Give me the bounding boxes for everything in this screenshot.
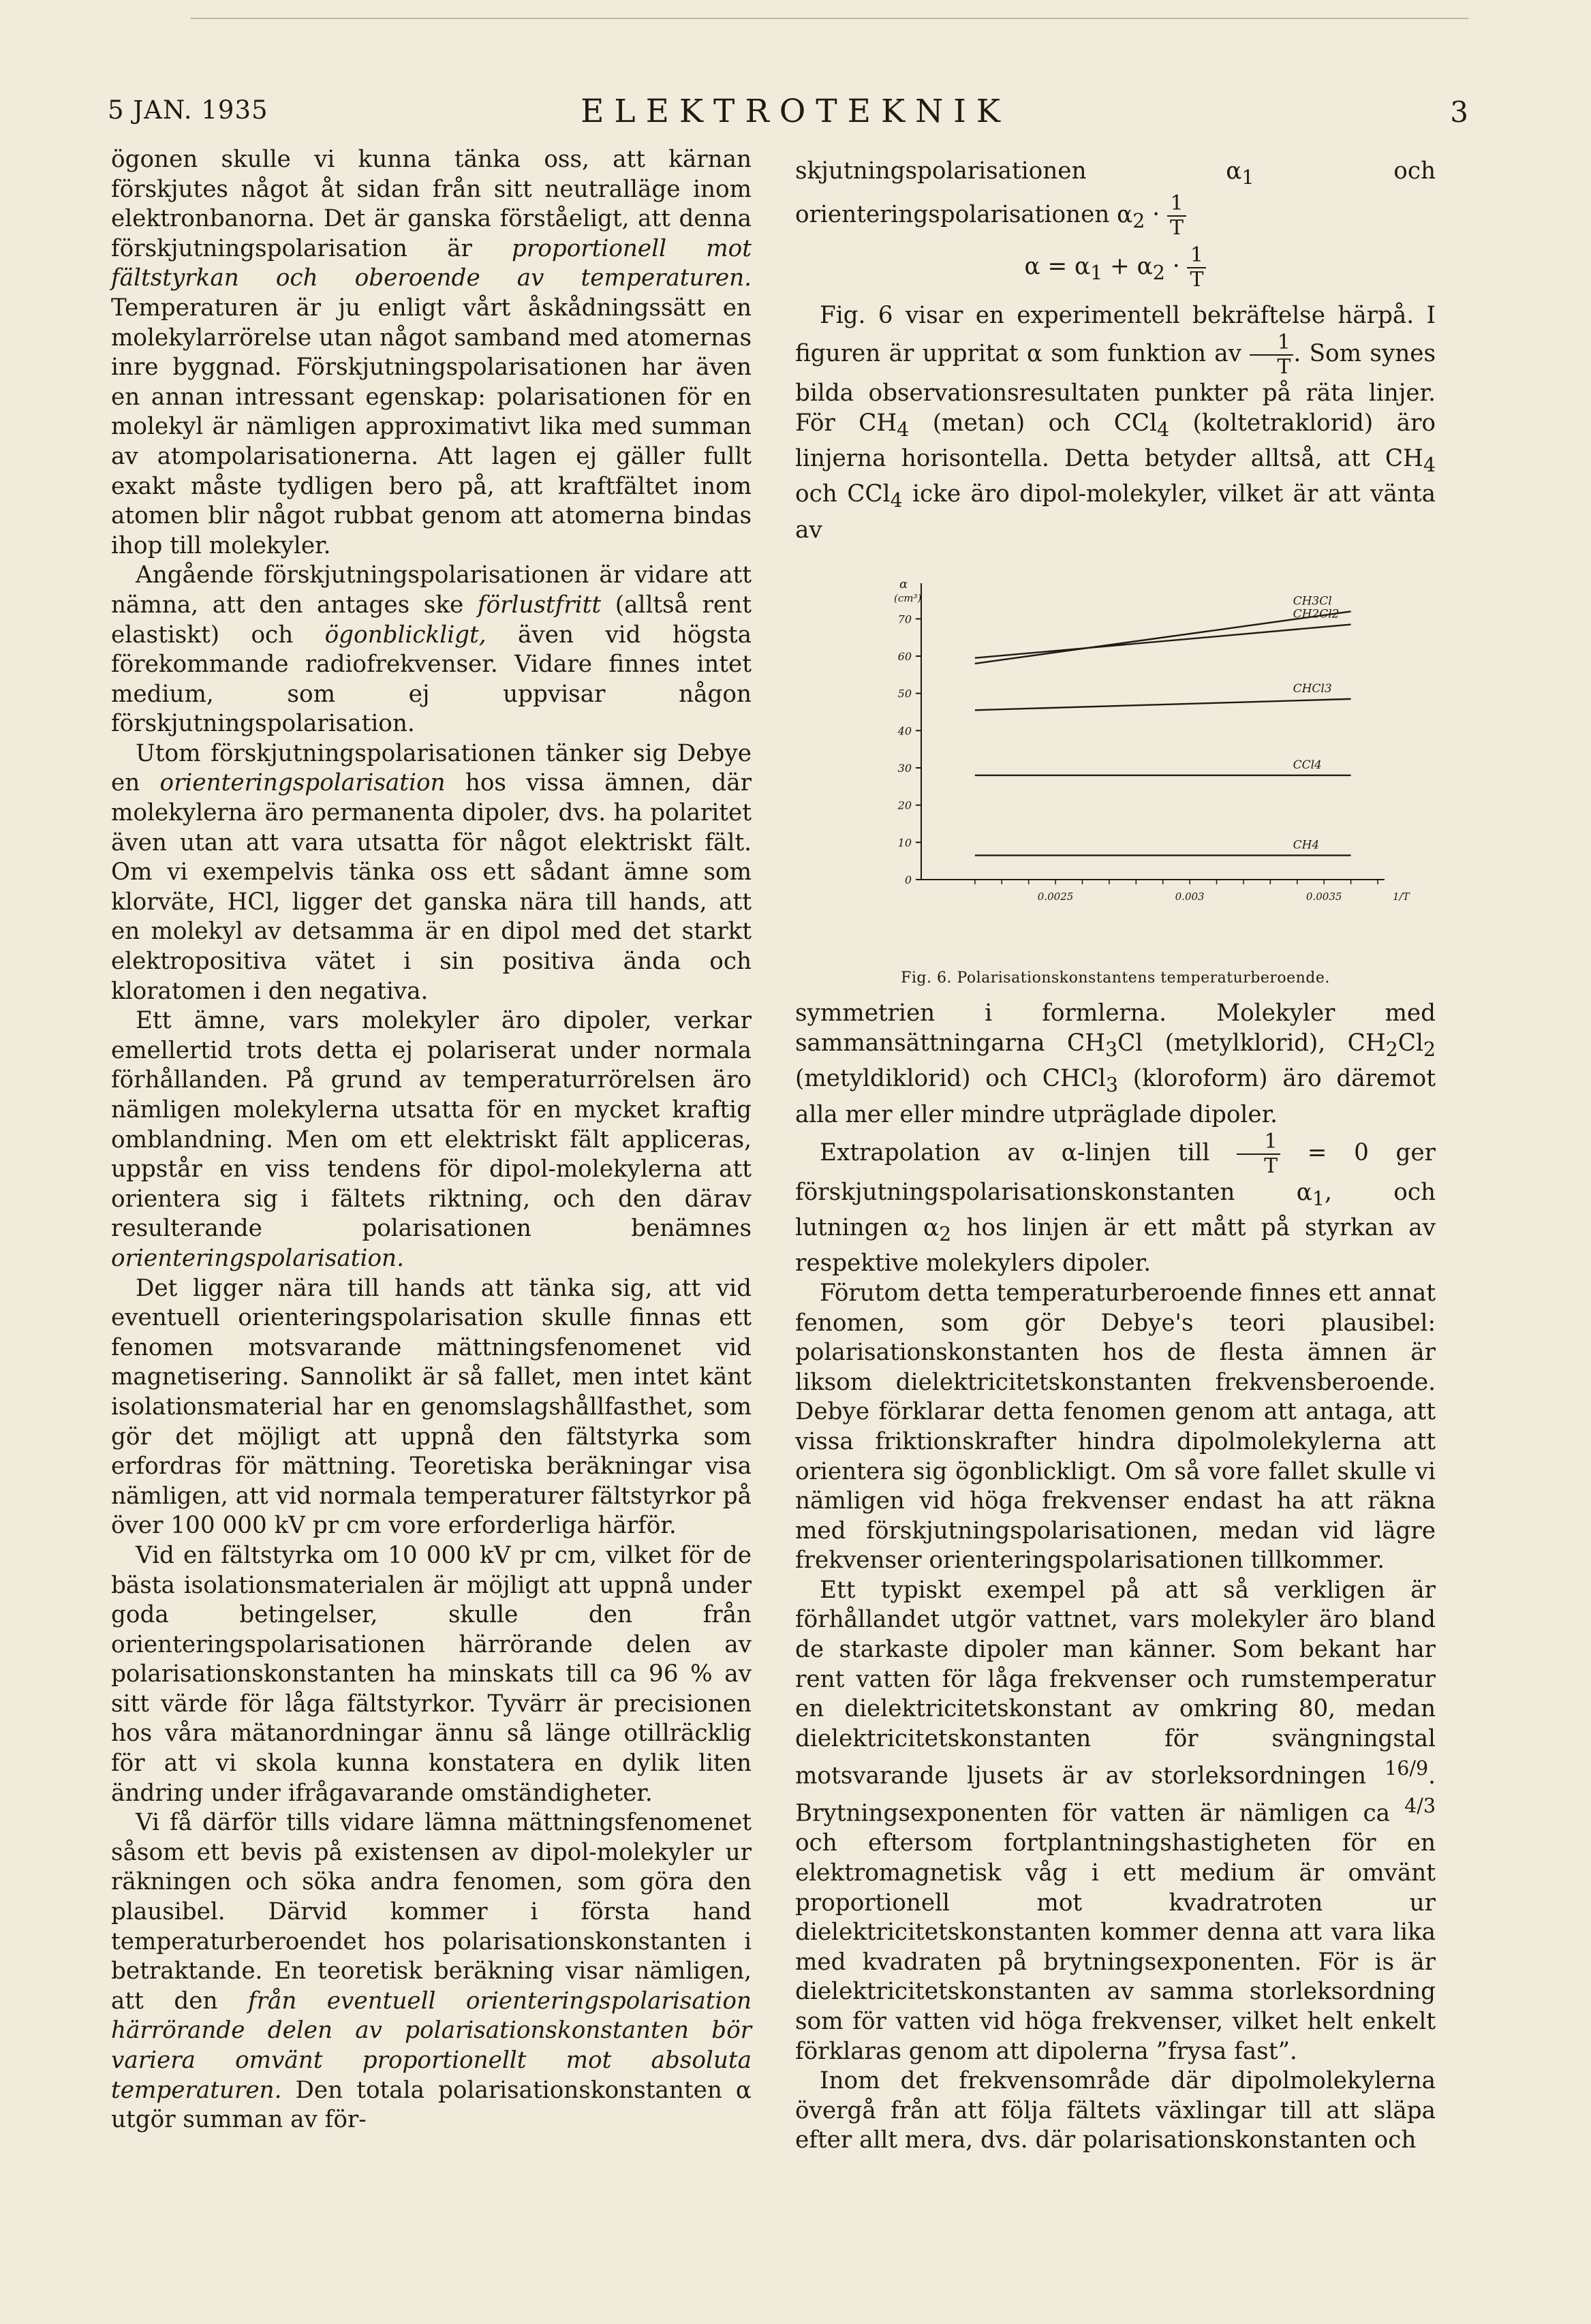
y-tick-label: 60 — [897, 650, 912, 664]
paragraph: Ett typiskt exempel på att så verkligen är förhållandet utgör vattnet, vars molekyler äro bland de starkaste dipoler man känner. Som bekant har rent vatten för låga frekvenser och rumstemperatur en dielektricitetskonstant av omkring 80, medan dielektricitetskonstanten för svängningstal motsvarande ljusets är av storleksordningen $^{16/9}$. Brytningsexponenten för vatten är nämligen ca $^{4/3}$ och eftersom fortplantningshastigheten för en elektromagnetisk våg i ett medium är omvänt proportionell mot kvadratroten ur dielektricitetskonstanten kommer denna att vara lika med kvadraten på brytningsexponenten. För is är dielektricitetskonstanten av samma storleksordning som för vatten vid höga frekvenser, vilket helt enkelt förklaras genom att dipolerna ”frysa fast”. — [795, 1576, 1436, 2065]
issue-date: 5 JAN. 1935 — [108, 95, 268, 125]
series-line-ch2cl2 — [975, 625, 1351, 658]
right-column — [795, 157, 1436, 2156]
figure-caption: Fig. 6. Polarisationskonstantens temperaturberoende. — [901, 970, 1330, 987]
y-tick-label: 70 — [897, 613, 912, 626]
paragraph: Det ligger nära till hands att tänka sig, att vid eventuell orienteringspolarisation skulle finnas ett fenomen motsvarande mättningsfenomenet vid magnetisering. Sannolikt är så fallet, men intet känt isolationsmaterial har en genomslagshållfasthet, som gör det möjligt att uppnå den fältstyrka som erfordras för mättning. Teoretiska beräkningar visa nämligen, att vid normala temperaturer fältstyrkor på över 100 000 kV pr cm vore erforderliga härför. — [111, 1274, 752, 1540]
y-axis-unit: (cm³) — [894, 592, 922, 605]
y-tick-label: 40 — [897, 724, 912, 738]
formula: $\alpha = \alpha_1 + \alpha_2$ · $\frac{1}{T}$ — [795, 244, 1436, 292]
paragraph: Extrapolation av α-linjen till $\frac{1}{T}$ = 0 ger förskjutningspolarisationskonstanten $\alpha_1$, och lutningen $\alpha_2$ hos linjen är ett mått på styrkan av respektive molekylers dipoler. — [795, 1129, 1436, 1277]
x-tick-label: 0.003 — [1175, 890, 1205, 903]
series-label-ch4: CH4 — [1293, 838, 1320, 852]
x-axis-unit: 1/T — [1393, 890, 1410, 903]
paragraph: Inom det frekvensområde där dipolmolekylerna övergå från att följa fältets växlingar till att släpa efter allt mera, dvs. där polarisationskonstanten och — [795, 2067, 1436, 2154]
y-axis-label: α — [899, 577, 908, 592]
paragraph: skjutningspolarisationen $\alpha_1$ och orienteringspolarisationen $\alpha_2$ · $\frac{1}{T}$ — [795, 157, 1436, 241]
y-tick-label: 50 — [897, 687, 912, 701]
fraction: $\frac{1}{T}$ — [1187, 244, 1206, 292]
paragraph: ögonen skulle vi kunna tänka oss, att kärnan förskjutes något åt sidan från sitt neutralläge inom elektronbanorna. Det är ganska förståeligt, att denna förskjutningspolarisation är proportionell mot fältstyrkan och oberoende av temperaturen. Temperaturen är ju enligt vårt åskådningssätt en molekylarrörelse utan något samband med atomernas inre byggnad. Förskjutningspolarisationen har även en annan intressant egenskap: polarisationen för en molekyl är nämligen approximativt lika med summan av atompolarisationerna. Att lagen ej gäller fullt exakt måste tydligen bero på, att kraftfältet inom atomen blir något rubbat genom att atomerna bindas ihop till molekyler. — [111, 146, 752, 559]
fraction: $\frac{1}{T}$ — [1250, 331, 1293, 379]
paragraph: Vid en fältstyrka om 10 000 kV pr cm, vilket för de bästa isolationsmaterialen är möjligt att uppnå under goda betingelser, skulle den från orienteringspolarisationen härrörande delen av polarisationskonstanten ha minskats till ca 96 % av sitt värde för låga fältstyrkor. Tyvärr är precisionen hos våra mätanordningar ännu så länge otillräcklig för att vi skola kunna konstatera en dylik liten ändring under ifrågavarande omständigheter. — [111, 1541, 752, 1807]
y-tick-label: 0 — [904, 873, 912, 887]
fraction: $\frac{1}{T}$ — [1237, 1130, 1280, 1178]
top-rule — [191, 18, 1468, 19]
series-label-ch3cl: CH3Cl — [1293, 594, 1332, 608]
paragraph: symmetrien i formlerna. Molekyler med sammansättningarna $CH_3Cl$ (metylklorid), $CH_2Cl_2$ (metyldiklorid) och CHCl$_3$ (kloroform) äro däremot alla mer eller mindre utpräglade dipoler. — [795, 1000, 1436, 1128]
y-tick-label: 10 — [897, 836, 912, 850]
journal-title: ELEKTROTEKNIK — [581, 93, 1010, 130]
x-tick-label: 0.0025 — [1037, 890, 1074, 903]
fraction: $\frac{1}{T}$ — [1167, 192, 1186, 240]
paragraph: Angående förskjutningspolarisationen är vidare att nämna, att den antages ske förlustfritt (alltså rent elastiskt) och ögonblickligt, även vid högsta förekommande radiofrekvenser. Vidare finnes intet medium, som ej uppvisar någon förskjutningspolarisation. — [111, 561, 752, 738]
y-tick-label: 30 — [897, 762, 912, 775]
paragraph: Fig. 6 visar en experimentell bekräftelse härpå. I figuren är uppritat α som funktion av $\frac{1}{T}$ . Som synes bilda observationsresultaten punkter på räta linjer. För $CH_4$ (metan) och CCl$_4$ (koltetraklorid) äro linjerna horisontella. Detta betyder alltså, att $CH_4$ och CCl$_4$ icke äro dipol-molekyler, vilket är att vänta av — [795, 302, 1436, 544]
left-column — [111, 145, 752, 2135]
series-label-chcl3: CHCl3 — [1293, 682, 1332, 696]
paragraph: Utom förskjutningspolarisationen tänker sig Debye en orienteringspolarisation hos vissa ämnen, där molekylerna äro permanenta dipoler, dvs. ha polaritet även utan att vara utsatta för något elektriskt fält. Om vi exempelvis tänka oss ett sådant ämne som klorväte, HCl, ligger det ganska nära till hands, att en molekyl av detsamma är en dipol med det starkt elektropositiva vätet i sin positiva ända och kloratomen i den negativa. — [111, 739, 752, 1005]
y-tick-label: 20 — [897, 799, 912, 813]
x-tick-label: 0.0035 — [1306, 890, 1342, 903]
paragraph: Vi få därför tills vidare lämna mättningsfenomenet såsom ett bevis på existensen av dipol-molekyler ur räkningen och söka andra fenomen, som göra den plausibel. Därvid kommer i första hand temperaturberoendet hos polarisationskonstanten i betraktande. En teoretisk beräkning visar nämligen, att den från eventuell orienteringspolarisation härrörande delen av polarisationskonstanten bör variera omvänt proportionellt mot absoluta temperaturen. Den totala polarisationskonstanten α utgör summan av för- — [111, 1809, 752, 2134]
paragraph: Ett ämne, vars molekyler äro dipoler, verkar emellertid trots detta ej polariserat under normala förhållanden. På grund av temperaturrörelsen äro nämligen molekylerna utsatta för en mycket kraftig omblandning. Men om ett elektriskt fält appliceras, uppstår en viss tendens för dipol-molekylerna att orientera sig i fältets riktning, och den därav resulterande polarisationen benämnes orienteringspolarisation. — [111, 1007, 752, 1272]
series-line-chcl3 — [975, 699, 1351, 710]
chart — [795, 570, 1436, 958]
page-number: 3 — [1450, 95, 1468, 129]
paragraph: Förutom detta temperaturberoende finnes ett annat fenomen, som gör Debye's teori plausibel: polarisationskonstanten hos de flesta ämnen är liksom dielektricitetskonstanten frekvensberoende. Debye förklarar detta fenomen genom att antaga, att vissa friktionskrafter hindra dipolmolekylerna att orientera sig ögonblickligt. Om så vore fallet skulle vi nämligen vid höga frekvenser endast ha att räkna med förskjutningspolarisationen, medan vid lägre frekvenser orienteringspolarisationen tillkommer. — [795, 1279, 1436, 1575]
series-label-ccl4: CCl4 — [1293, 758, 1322, 773]
series-label-ch2cl2: CH2Cl2 — [1293, 608, 1340, 622]
figure-6 — [795, 570, 1436, 992]
